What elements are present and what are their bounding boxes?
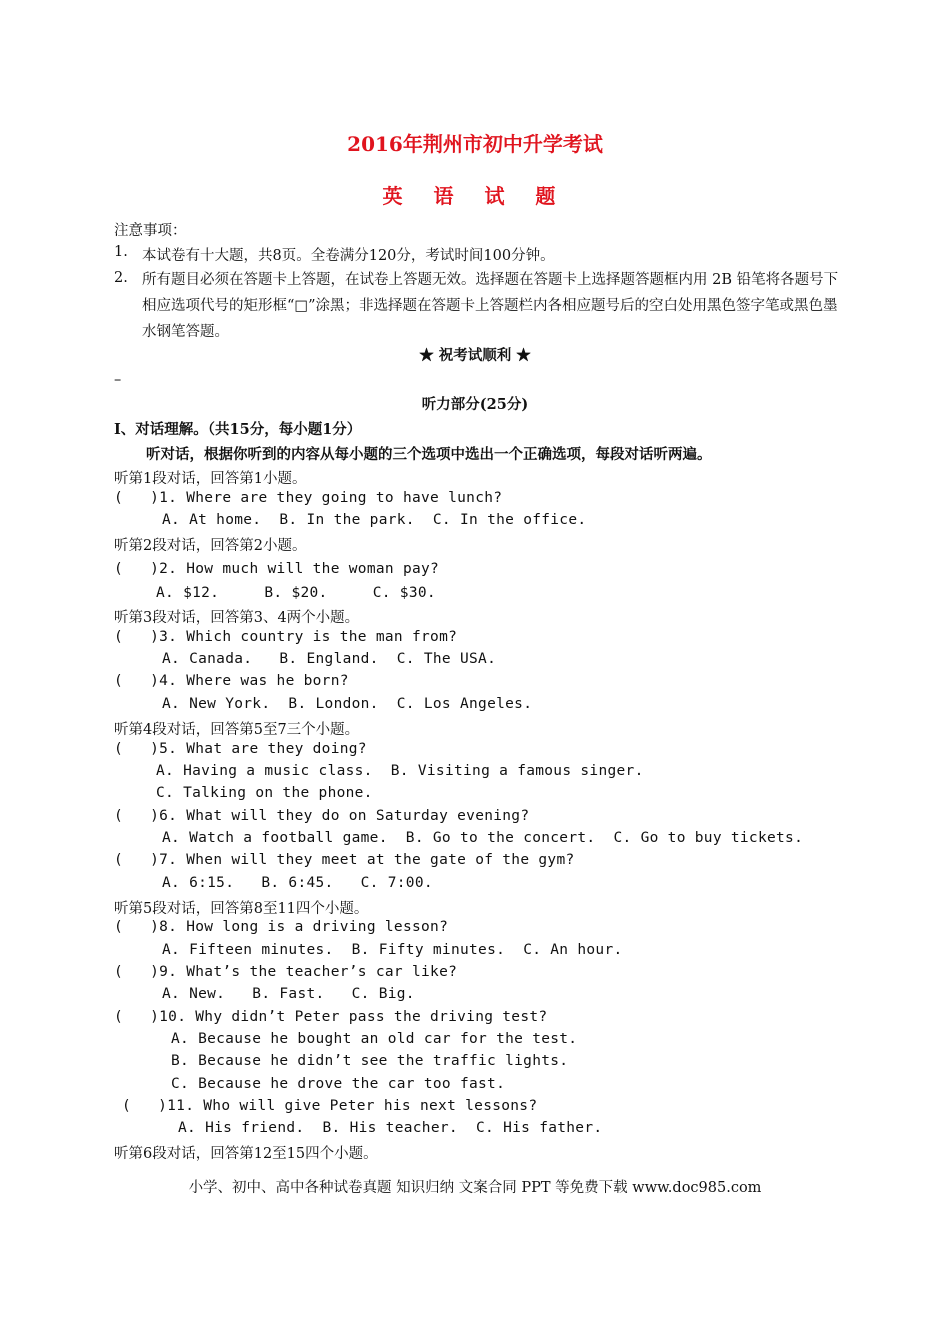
question-7: ( )7. When will they meet at the gate of the gym? (114, 852, 575, 868)
question-9-options: A. New. B. Fast. C. Big. (162, 986, 415, 1002)
question-2: ( )2. How much will the woman pay? (114, 561, 440, 577)
question-10: ( )10. Why didn’t Peter pass the driving test? (114, 1009, 548, 1025)
good-luck-line: ★ 祝考试顺利 ★ (419, 347, 531, 364)
exam-title: 2016年荆州市初中升学考试 (347, 132, 603, 156)
question-5-options-ab: A. Having a music class. B. Visiting a famous singer. (156, 763, 644, 779)
dialog6-heading: 听第6段对话，回答第12至15四个小题。 (114, 1146, 378, 1162)
question-4: ( )4. Where was he born? (114, 673, 349, 689)
dialog3-heading: 听第3段对话，回答第3、4两个小题。 (114, 610, 360, 626)
question-5: ( )5. What are they doing? (114, 741, 367, 757)
part1-instruction: 听对话，根据你听到的内容从每小题的三个选项中选出一个正确选项，每段对话听两遍。 (146, 446, 712, 463)
question-3-options: A. Canada. B. England. C. The USA. (162, 651, 497, 667)
question-10-option-c: C. Because he drove the car too fast. (171, 1076, 506, 1092)
dialog4-heading: 听第4段对话，回答第5至7三个小题。 (114, 722, 360, 738)
notice-item2-text: 所有题目必须在答题卡上答题，在试卷上答题无效。选择题在答题卡上选择题答题框内用 2B 铅笔将各题号下相应选项代号的矩形框“□”涂黑；非选择题在答题卡上答题栏内各相应题号后的空白处用黑色签字笔或黑色墨水钢笔答题。 (142, 272, 839, 340)
question-4-options: A. New York. B. London. C. Los Angeles. (162, 696, 533, 712)
question-6: ( )6. What will they do on Saturday evening? (114, 808, 530, 824)
question-6-options: A. Watch a football game. B. Go to the concert. C. Go to buy tickets. (162, 830, 804, 846)
dialog2-heading: 听第2段对话，回答第2小题。 (114, 538, 307, 554)
question-7-options: A. 6:15. B. 6:45. C. 7:00. (162, 875, 433, 891)
listening-section-title: 听力部分(25分) (421, 396, 529, 413)
question-11-options: A. His friend. B. His teacher. C. His father. (178, 1120, 603, 1136)
question-9: ( )9. What’s the teacher’s car like? (114, 964, 458, 980)
notice-item1-text: 本试卷有十大题，共8页。全卷满分120分，考试时间100分钟。 (142, 248, 555, 264)
question-11: ( )11. Who will give Peter his next lessons? (122, 1098, 538, 1114)
question-1-options: A. At home. B. In the park. C. In the office. (162, 512, 587, 528)
page-footer: 小学、初中、高中各种试卷真题 知识归纳 文案合同 PPT 等免费下载 www.doc985.com (188, 1180, 762, 1196)
question-8: ( )8. How long is a driving lesson? (114, 919, 449, 935)
notice-item2-number: 2. (114, 270, 128, 286)
question-10-option-b: B. Because he didn’t see the traffic lights. (171, 1053, 569, 1069)
notice-heading: 注意事项： (114, 223, 187, 239)
exam-subtitle: 英 语 试 题 (382, 184, 568, 208)
notice-item1-number: 1. (114, 244, 128, 260)
question-1: ( )1. Where are they going to have lunch? (114, 490, 503, 506)
part1-title: Ⅰ、对话理解。（共15分，每小题1分） (114, 421, 362, 438)
question-3: ( )3. Which country is the man from? (114, 629, 458, 645)
question-10-option-a: A. Because he bought an old car for the test. (171, 1031, 578, 1047)
question-2-options: A. $12. B. $20. C. $30. (156, 585, 436, 601)
question-8-options: A. Fifteen minutes. B. Fifty minutes. C. An hour. (162, 942, 623, 958)
stray-dash: – (114, 372, 122, 388)
question-5-option-c: C. Talking on the phone. (156, 785, 373, 801)
dialog1-heading: 听第1段对话，回答第1小题。 (114, 471, 307, 487)
dialog5-heading: 听第5段对话，回答第8至11四个小题。 (114, 901, 369, 917)
